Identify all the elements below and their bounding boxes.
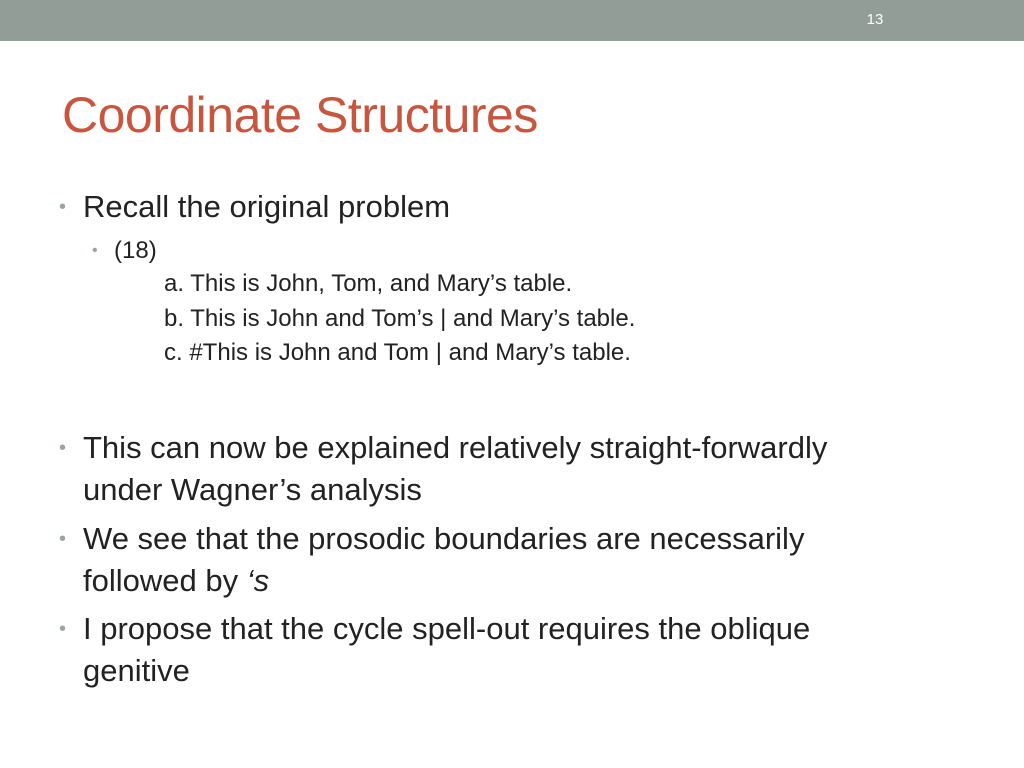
bullet-dot: • xyxy=(92,242,98,259)
bullet-text-line2: under Wagner’s analysis xyxy=(83,472,422,507)
bullet-text-line1: This can now be explained relatively straight-forwardly xyxy=(83,430,828,465)
bullet-text-line2 xyxy=(83,560,804,602)
bullet-text-line1: I propose that the cycle spell-out requires the oblique xyxy=(83,611,811,646)
sub-bullet-text: (18) xyxy=(114,237,157,264)
bullet-text: Recall the original problem xyxy=(83,189,451,224)
example-a: a. This is John, Tom, and Mary’s table. xyxy=(164,270,573,297)
bullet-4 xyxy=(59,608,811,692)
bullet-2 xyxy=(59,427,828,511)
slide-number: 13 xyxy=(866,11,884,28)
example-b: b. This is John and Tom’s | and Mary’s table. xyxy=(164,305,636,332)
bullet-text-line2: genitive xyxy=(83,653,190,688)
bullet-dot: • xyxy=(59,196,67,218)
bullet-3 xyxy=(59,518,805,602)
top-bar xyxy=(0,0,1024,41)
bullet-dot: • xyxy=(59,528,67,550)
bullet-dot: • xyxy=(59,437,67,459)
example-c: c. #This is John and Tom | and Mary’s table. xyxy=(164,339,631,366)
bullet-1 xyxy=(59,186,451,228)
sub-bullet-18 xyxy=(92,234,157,268)
bullet-text-plain: followed by xyxy=(83,563,247,598)
slide-title: Coordinate Structures xyxy=(62,87,538,143)
bullet-text-italic: ‘s xyxy=(246,563,270,598)
bullet-text-line1: We see that the prosodic boundaries are necessarily xyxy=(83,521,805,556)
bullet-dot: • xyxy=(59,618,67,640)
